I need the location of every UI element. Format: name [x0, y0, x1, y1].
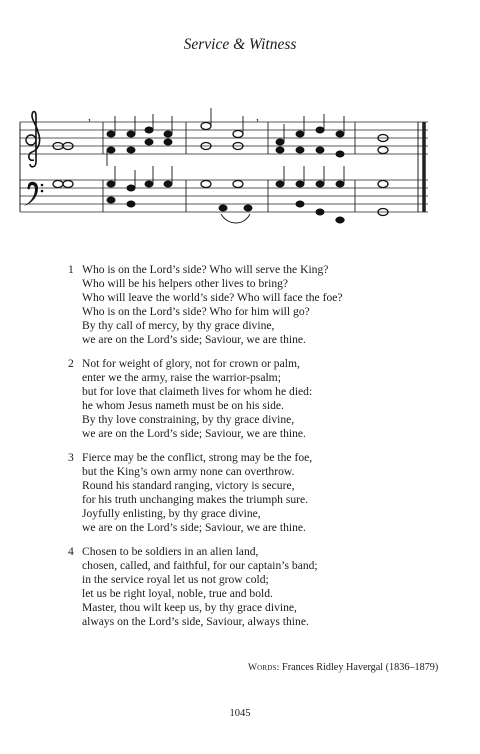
verse-line: he whom Jesus nameth must be on his side. — [82, 399, 284, 412]
verse-line: we are on the Lord’s side; Saviour, we are thine. — [82, 333, 306, 346]
verse-line: Who is on the Lord’s side? Who for him will go? — [82, 305, 310, 318]
music-score — [18, 102, 428, 242]
breath-marks — [88, 109, 259, 123]
verse-line: Joyfully enlisting, by thy grace divine, — [82, 507, 261, 520]
svg-text:,: , — [256, 109, 259, 123]
verse-line: chosen, called, and faithful, for our captain’s band; — [82, 559, 318, 572]
barlines — [20, 122, 424, 212]
verse-line: By thy call of mercy, by thy grace divine, — [82, 319, 275, 332]
verse-line: Who will be his helpers other lives to bring? — [82, 277, 289, 290]
verse-line: we are on the Lord’s side; Saviour, we are thine. — [82, 521, 306, 534]
verse-line: Not for weight of glory, not for crown or palm, — [82, 357, 300, 370]
svg-text:,: , — [88, 109, 91, 123]
verse-line: Master, thou wilt keep us, by thy grace divine, — [82, 601, 297, 614]
verse-line: but for love that claimeth lives for whom he died: — [82, 385, 313, 398]
verse-line: Fierce may be the conflict, strong may be the foe, — [82, 451, 313, 464]
treble-clef-icon — [26, 112, 40, 167]
hymn-verses — [68, 263, 442, 639]
verse-line: enter we the army, raise the warrior-psalm; — [82, 371, 281, 384]
verse — [68, 263, 442, 347]
words-credit — [248, 662, 438, 673]
verse-line: in the service royal let us not grow cold; — [82, 573, 269, 586]
verse-number: 4 — [68, 545, 74, 558]
verse — [68, 545, 442, 629]
verse-line: By thy love constraining, by thy grace divine, — [82, 413, 295, 426]
verse-line: we are on the Lord’s side; Saviour, we are thine. — [82, 427, 306, 440]
verse-line: always on the Lord’s side, Saviour, always thine. — [82, 615, 309, 628]
verse-line: but the King’s own army none can overthrow. — [82, 465, 295, 478]
bass-clef-icon — [24, 182, 43, 206]
verse-line: Chosen to be soldiers in an alien land, — [82, 545, 259, 558]
verse-number: 3 — [68, 451, 74, 464]
verse-number: 1 — [68, 263, 74, 276]
verse-line: Who will leave the world’s side? Who will face the foe? — [82, 291, 343, 304]
verse-line: Who is on the Lord’s side? Who will serve the King? — [82, 263, 329, 276]
verse-line: let us be right loyal, noble, true and bold. — [82, 587, 273, 600]
author-credit: Frances Ridley Havergal (1836–1879) — [282, 662, 439, 673]
verse — [68, 357, 442, 441]
words-label: Words: — [248, 663, 280, 673]
page-title: Service & Witness — [183, 36, 297, 53]
verse-line: for his truth unchanging makes the triumph sure. — [82, 493, 309, 506]
verse — [68, 451, 442, 535]
treble-staff — [20, 122, 428, 154]
verse-line: Round his standard ranging, victory is secure, — [82, 479, 295, 492]
verse-number: 2 — [68, 357, 74, 370]
page-number: 1045 — [229, 708, 251, 719]
